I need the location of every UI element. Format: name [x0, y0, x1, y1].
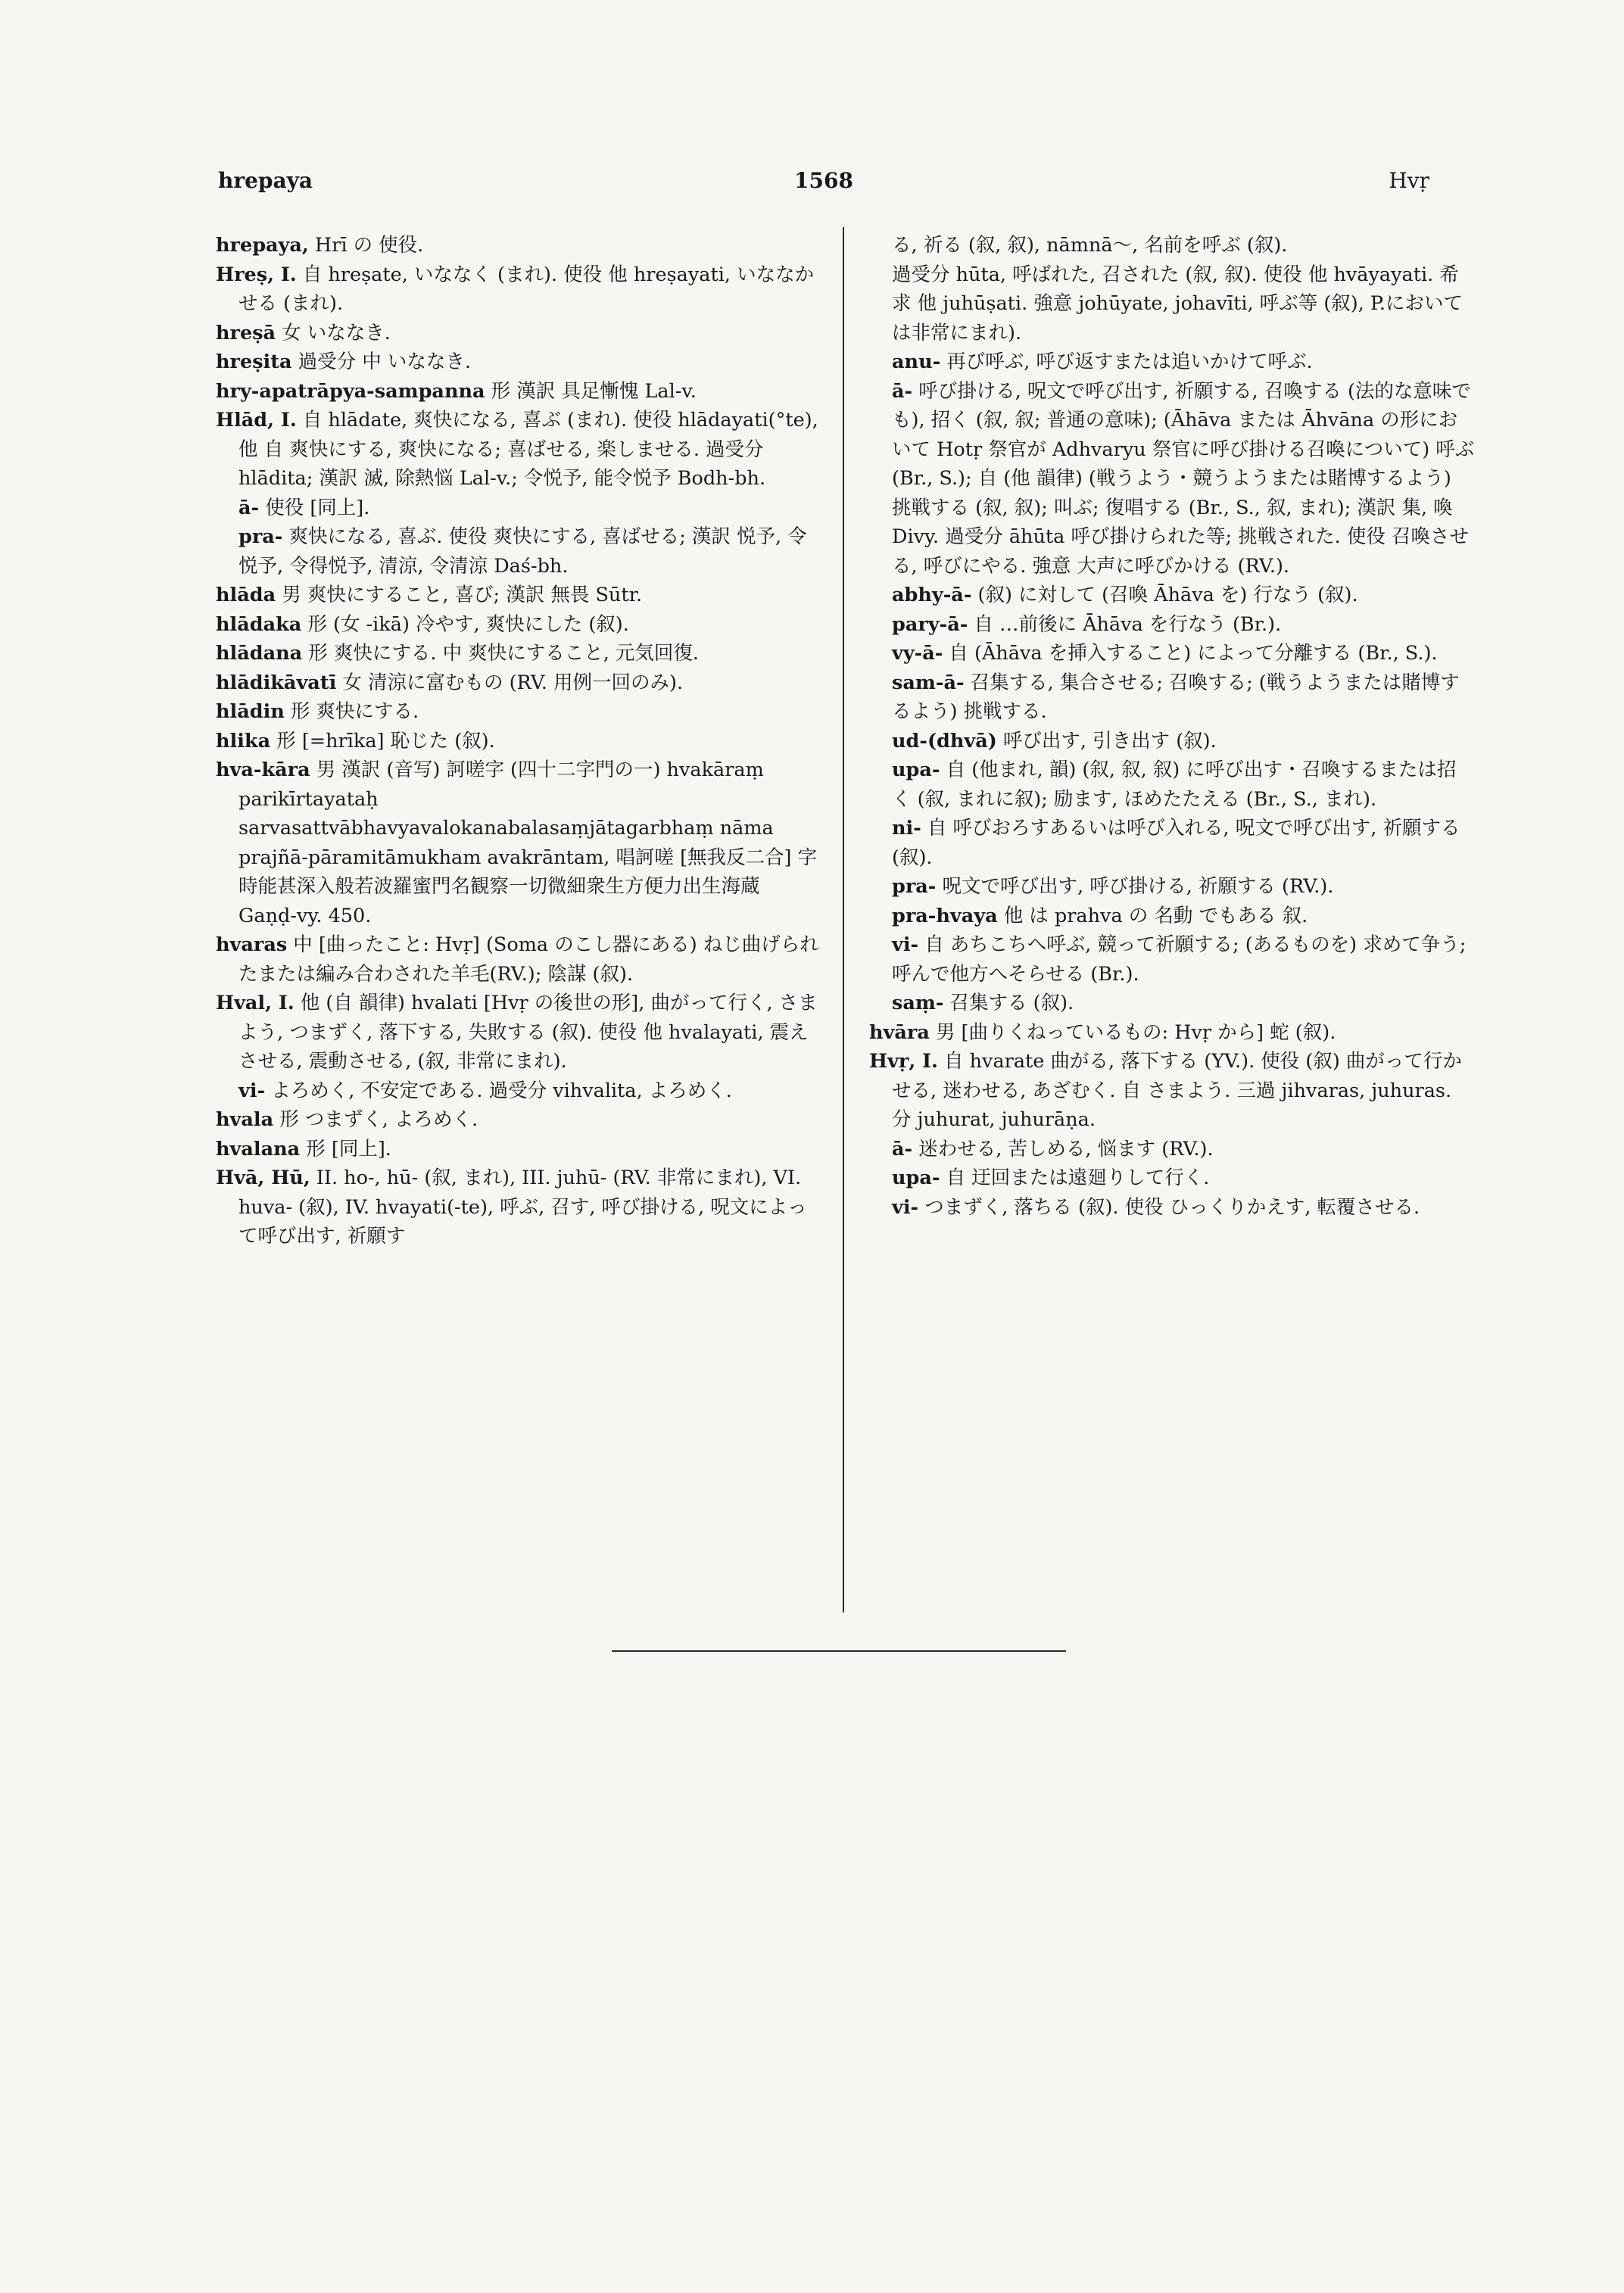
- entry-definition: 過受分 中 いななき.: [291, 350, 471, 373]
- entry-definition: 男 漢訳 (音写) 訶嗟字 (四十二字門の一) hvakāraṃ parikīrtayataḥ sarvasattvābhavyavalokanabalasaṃjātagarbhaṃ nāma prajñā-pāramitāmukham avakrāntam, 唱訶嗟 [無我反二合] 字時能甚深入般若波羅蜜門名観察一切微細衆生方便力出生海蔵 Gaṇḍ-vy. 450.: [238, 759, 818, 927]
- headword: ud-(dhvā): [892, 729, 997, 752]
- dictionary-entry: [869, 377, 1475, 581]
- entry-definition: 召集する, 集合させる; 召喚する; (戦うようまたは賭博するよう) 挑戦する.: [892, 671, 1460, 723]
- headword: vi-: [892, 1195, 919, 1219]
- dictionary-entry: [216, 406, 821, 494]
- dictionary-entry: [216, 494, 821, 523]
- entry-definition: 形 [同上].: [300, 1137, 391, 1161]
- entry-definition: 自 あちこちへ呼ぶ, 競って祈願する; (あるものを) 求めて争う; 呼んで他方へそらせる (Br.).: [892, 933, 1467, 986]
- headword: hvala: [216, 1108, 274, 1131]
- entry-definition: つまずく, 落ちる (叙). 使役 ひっくりかえす, 転覆させる.: [918, 1195, 1420, 1219]
- entry-definition: 呼び掛ける, 呪文で呼び出す, 祈願する, 召喚する (法的な意味でも), 招く (叙, 叙; 普通の意味); (Āhāva または Āhvāna の形において Hotṛ 祭官が Adhvaryu 祭官に呼び掛ける召喚について) 呼ぶ (Br., S.); 自 (他 韻律) (戦うよう・競うようまたは賭博するよう) 挑戦する (叙, 叙); 叫ぶ; 復唱する (Br., S., 叙, まれ); 漢訳 集, 喚 Divy. 過受分 āhūta 呼び掛けられた等; 挑戦された. 使役 召喚させる, 呼びにやる. 強意 大声に呼びかける (RV.).: [892, 379, 1475, 578]
- headword: ni-: [892, 817, 921, 840]
- dictionary-entry: [216, 697, 821, 727]
- headword: hlika: [216, 729, 271, 752]
- dictionary-entry: [869, 727, 1475, 756]
- dictionary-entry: [216, 989, 821, 1076]
- entry-definition: 他 は prahva の 名動 でもある 叙.: [997, 904, 1308, 927]
- headword: pra-hvaya: [892, 904, 998, 927]
- dictionary-entry: [869, 231, 1475, 260]
- entry-definition: 自 …前後に Āhāva を行なう (Br.).: [968, 612, 1282, 636]
- entry-definition: 自 呼びおろすあるいは呼び入れる, 呪文で呼び出す, 祈願する (叙).: [892, 817, 1460, 869]
- dictionary-entry: [216, 231, 821, 260]
- entry-definition: 形 漢訳 具足慚愧 Lal-v.: [485, 379, 697, 403]
- dictionary-entry: [216, 347, 821, 377]
- entry-definition: 召集する (叙).: [943, 992, 1074, 1014]
- dictionary-entry: [869, 1018, 1475, 1048]
- dictionary-entry: [216, 610, 821, 640]
- headword: anu-: [892, 350, 941, 373]
- headword: hlādana: [216, 642, 303, 665]
- entry-definition: 自 hvarate 曲がる, 落下する (YV.). 使役 (叙) 曲がって行かせる, 迷わせる, あざむく. 自 さまよう. 三過 jihvaras, juhuras. 分 juhurat, juhurāṇa.: [892, 1050, 1462, 1131]
- entry-definition: 自 hreṣate, いななく (まれ). 使役 他 hreṣayati, いななかせる (まれ).: [238, 263, 815, 315]
- dictionary-entry: [869, 581, 1475, 610]
- headword: hry-apatrāpya-sampanna: [216, 379, 485, 403]
- dictionary-entry: [869, 668, 1475, 727]
- headword: hlādaka: [216, 612, 302, 636]
- headword: upa-: [892, 759, 940, 781]
- entry-definition: 過受分 hūta, 呼ばれた, 召された (叙, 叙). 使役 他 hvāyayati. 希求 他 juhūṣati. 強意 johūyate, johavīti, 呼ぶ等 (叙), P.においては非常にまれ).: [892, 263, 1463, 344]
- headword: hvalana: [216, 1137, 301, 1161]
- entry-definition: よろめく, 不安定である. 過受分 vihvalita, よろめく.: [265, 1079, 732, 1102]
- entry-definition: 自 迂回または遠廻りして行く.: [940, 1167, 1210, 1189]
- headword: vi-: [238, 1079, 266, 1102]
- headword: hrepaya,: [216, 234, 309, 257]
- entry-definition: 爽快になる, 喜ぶ. 使役 爽快にする, 喜ばせる; 漢訳 悦予, 令悦予, 令得悦予, 清涼, 令清涼 Daś-bh.: [238, 525, 807, 578]
- headword: abhy-ā-: [892, 584, 972, 606]
- running-head-right: Hvṛ: [1389, 168, 1429, 193]
- entry-definition: 女 いななき.: [276, 321, 391, 344]
- headword: sam-ā-: [892, 671, 965, 694]
- headword: Hlād, I.: [216, 409, 297, 431]
- entry-definition: 形 爽快にする.: [284, 700, 419, 723]
- dictionary-entry: [869, 814, 1475, 872]
- headword: ā-: [238, 496, 260, 519]
- dictionary-entry: [869, 1193, 1475, 1223]
- page-number: 1568: [794, 168, 853, 193]
- headword: hva-kāra: [216, 759, 310, 781]
- dictionary-entry: [216, 260, 821, 319]
- headword: Hvṛ, I.: [869, 1050, 938, 1073]
- entry-definition: 形 つまずく, よろめく.: [273, 1108, 478, 1131]
- dictionary-entry: [216, 1076, 821, 1106]
- entry-definition: 再び呼ぶ, 呼び返すまたは追いかけて呼ぶ.: [940, 350, 1313, 373]
- headword: ā-: [892, 1137, 913, 1161]
- entry-definition: (叙) に対して (召喚 Āhāva を) 行なう (叙).: [971, 584, 1358, 606]
- dictionary-entry: [869, 1047, 1475, 1135]
- dictionary-entry: [869, 347, 1475, 377]
- dictionary-entry: [869, 902, 1475, 931]
- dictionary-entry: [869, 260, 1475, 348]
- entry-definition: 男 [曲りくねっているもの: Hvṛ から] 蛇 (叙).: [929, 1020, 1336, 1044]
- dictionary-entry: [869, 610, 1475, 640]
- headword: upa-: [892, 1167, 940, 1189]
- entry-definition: 他 (自 韻律) hvalati [Hvṛ の後世の形], 曲がって行く, さまよう, つまずく, 落下する, 失敗する (叙). 使役 他 hvalayati, 震えさせる, 震動させる, (叙, 非常にまれ).: [238, 992, 818, 1073]
- dictionary-entry: [216, 930, 821, 989]
- headword: hreṣā: [216, 321, 276, 344]
- entry-definition: 形 爽快にする. 中 爽快にすること, 元気回復.: [302, 642, 700, 665]
- headword: pary-ā-: [892, 612, 968, 636]
- dictionary-entry: [216, 319, 821, 348]
- running-head-left: hrepaya: [218, 168, 313, 193]
- headword: vi-: [892, 933, 919, 956]
- right-column: [869, 231, 1475, 1222]
- dictionary-entry: [216, 581, 821, 610]
- dictionary-entry: [216, 522, 821, 581]
- headword: ā-: [892, 379, 913, 403]
- entry-definition: 自 (Āhāva を挿入すること) によって分離する (Br., S.).: [943, 642, 1438, 665]
- headword: hlādin: [216, 700, 285, 723]
- entry-definition: 呼び出す, 引き出す (叙).: [996, 729, 1217, 752]
- headword: Hvā, Hū,: [216, 1167, 310, 1189]
- entry-definition: 呪文で呼び出す, 呼び掛ける, 祈願する (RV.).: [936, 875, 1334, 898]
- bottom-rule: [612, 1650, 1066, 1652]
- column-divider: [843, 227, 844, 1612]
- dictionary-entry: [869, 756, 1475, 814]
- entry-definition: 形 (女 -ikā) 冷やす, 爽快にした (叙).: [301, 612, 629, 636]
- dictionary-entry: [216, 1105, 821, 1135]
- entry-definition: Hrī の 使役.: [308, 234, 424, 257]
- dictionary-entry: [216, 1164, 821, 1251]
- dictionary-entry: [216, 668, 821, 698]
- entry-definition: II. ho-, hū- (叙, まれ), III. juhū- (RV. 非常にまれ), VI. huva- (叙), IV. hvayati(-te), 呼ぶ, 召す, 呼び掛ける, 呪文によって呼び出す, 祈願す: [238, 1167, 807, 1248]
- headword: vy-ā-: [892, 642, 943, 665]
- dictionary-entry: [216, 377, 821, 407]
- headword: hreṣita: [216, 350, 292, 373]
- headword: hvāra: [869, 1020, 930, 1044]
- headword: Hval, I.: [216, 992, 295, 1014]
- entry-definition: 自 (他まれ, 韻) (叙, 叙, 叙) に呼び出す・召喚するまたは招く (叙, まれに叙); 励ます, ほめたたえる (Br., S., まれ).: [892, 759, 1457, 811]
- dictionary-entry: [869, 1164, 1475, 1193]
- dictionary-entry: [216, 727, 821, 756]
- headword: pra-: [238, 525, 283, 548]
- dictionary-entry: [869, 639, 1475, 668]
- entry-definition: 形 [=hrīka] 恥じた (叙).: [270, 729, 495, 752]
- headword: pra-: [892, 875, 937, 898]
- headword: Hreṣ, I.: [216, 263, 297, 286]
- dictionary-entry: [216, 1135, 821, 1164]
- page-header: [218, 168, 1429, 206]
- dictionary-entry: [869, 930, 1475, 989]
- entry-definition: 中 [曲ったこと: Hvṛ] (Soma のこし器にある) ねじ曲げられたまたは編み合わされた羊毛(RV.); 陰謀 (叙).: [238, 933, 819, 986]
- headword: hlāda: [216, 584, 276, 606]
- dictionary-entry: [869, 1135, 1475, 1164]
- dictionary-entry: [869, 872, 1475, 902]
- entry-definition: 男 爽快にすること, 喜び; 漢訳 無畏 Sūtr.: [276, 584, 643, 606]
- left-column: [216, 231, 821, 1251]
- entry-definition: 女 清涼に富むもの (RV. 用例一回のみ).: [336, 671, 684, 694]
- entry-definition: 自 hlādate, 爽快になる, 喜ぶ (まれ). 使役 hlādayati(°te), 他 自 爽快にする, 爽快になる; 喜ばせる, 楽しませる. 過受分 hlādita; 漢訳 滅, 除熱悩 Lal-v.; 令悦予, 能令悦予 Bodh-bh.: [238, 409, 818, 490]
- entry-definition: 迷わせる, 苦しめる, 悩ます (RV.).: [912, 1137, 1214, 1161]
- headword: saṃ-: [892, 992, 944, 1014]
- dictionary-entry: [216, 756, 821, 930]
- dictionary-entry: [216, 639, 821, 668]
- entry-definition: る, 祈る (叙, 叙), nāmnā～, 名前を呼ぶ (叙).: [892, 234, 1288, 257]
- entry-definition: 使役 [同上].: [259, 496, 370, 519]
- headword: hvaras: [216, 933, 288, 956]
- dictionary-entry: [869, 989, 1475, 1018]
- headword: hlādikāvatī: [216, 671, 337, 694]
